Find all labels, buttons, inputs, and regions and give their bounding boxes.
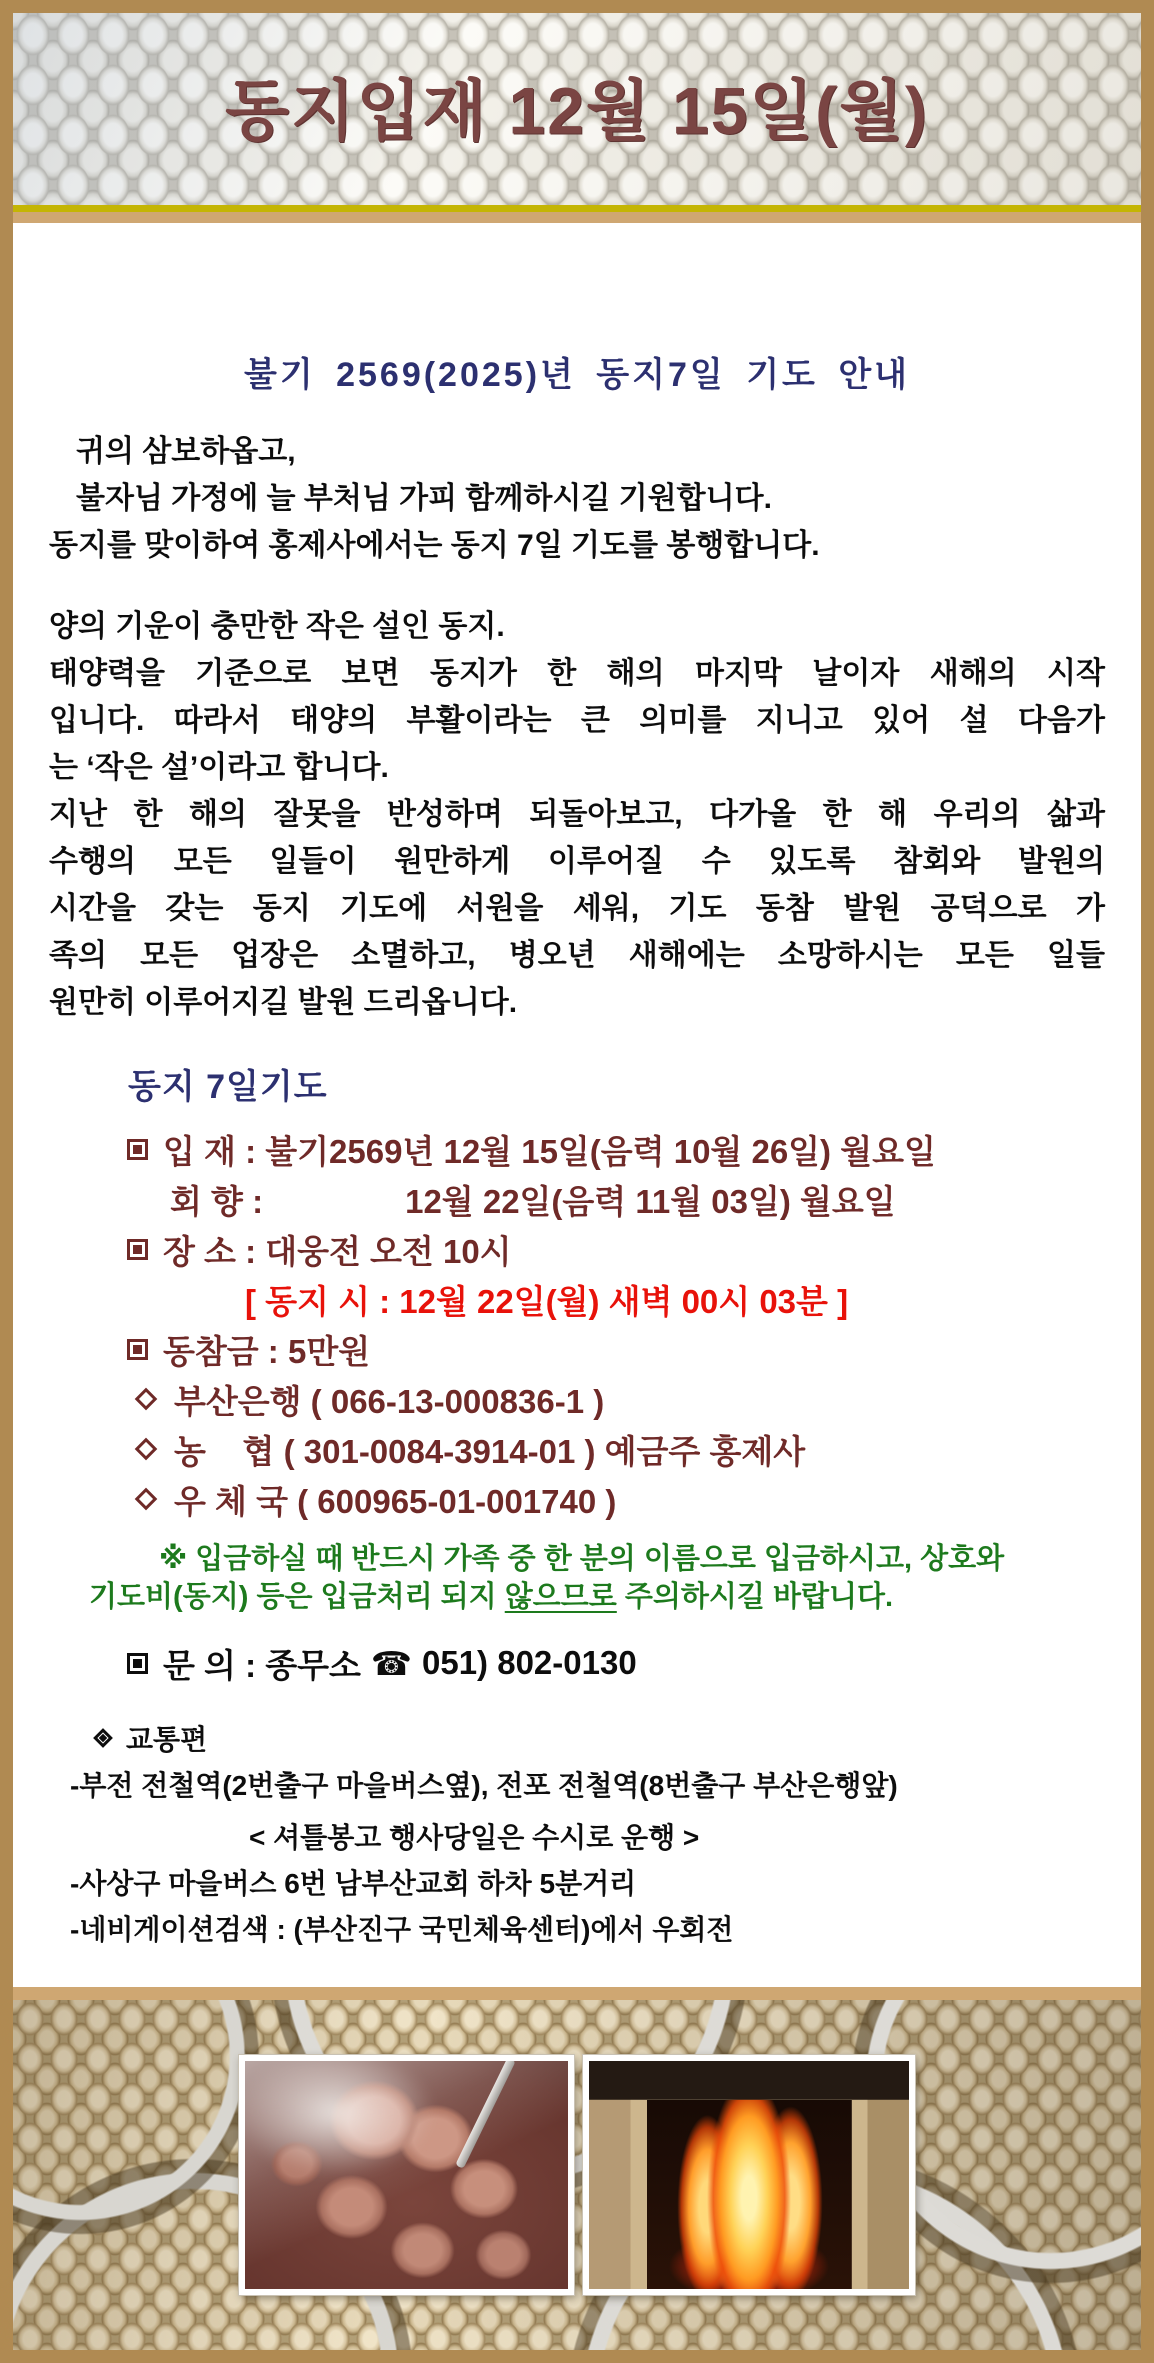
- greeting-line: 불자님 가정에 늘 부처님 가피 함께하시길 기원합니다.: [76, 482, 772, 515]
- square-bullet-icon: [127, 1339, 148, 1360]
- square-bullet-icon: [127, 1239, 148, 1260]
- steam-overlay: [239, 2055, 435, 2177]
- intro-line: 수행의 모든 일들이 원만하게 이루어질 수 있도록 참회와 발원의: [49, 845, 1105, 878]
- intro-line: 양의 기운이 충만한 작은 설인 동지.: [49, 610, 505, 643]
- intro-line: 는 ‘작은 설’이라고 합니다.: [49, 751, 389, 784]
- yellow-divider: [13, 205, 1141, 212]
- tan-divider-bottom: [13, 1987, 1141, 2000]
- diamond-bullet-icon: [135, 1388, 158, 1411]
- prayer-section-heading: 동지 7일기도: [128, 1068, 328, 1106]
- prayer-item-fee: 동참금 : 5만원: [127, 1324, 1105, 1374]
- intro-line: 족의 모든 업장은 소멸하고, 병오년 새해에는 소망하시는 모든 일들: [49, 939, 1105, 972]
- intro-line: 시간을 갖는 동지 기도에 서원을 세워, 기도 동참 발원 공덕으로 가: [49, 892, 1105, 925]
- deposit-note-line: ※ 입금하실 때 반드시 가족 중 한 분의 이름으로 입금하시고, 상호와: [159, 1543, 1005, 1575]
- notice-body: [13, 223, 1141, 1987]
- inquiry-line: 문 의 : 종무소 ☎ 051) 802-0130: [127, 1638, 1105, 1688]
- phone-number: 051) 802-0130: [422, 1644, 637, 1681]
- transport-line: -부전 전철역(2번출구 마을버스옆), 전포 전철역(8번출구 부산은행앞): [70, 1770, 898, 1801]
- greeting-line: 귀의 삼보하옵고,: [76, 435, 296, 468]
- intro-paragraph: [49, 603, 1105, 1026]
- greeting-line: 동지를 맞이하여 홍제사에서는 동지 7일 기도를 봉행합니다.: [49, 529, 820, 562]
- diamond-bullet-icon: [135, 1438, 158, 1461]
- bank-row-busan: 부산은행 ( 066-13-000836-1 ): [135, 1374, 1105, 1424]
- red-bean-porridge-photo: [239, 2055, 574, 2295]
- filled-diamond-bullet-icon: [93, 1728, 113, 1748]
- prayer-item-hoehyang: 회 향 : 12월 22일(음력 11월 03일) 월요일: [170, 1182, 896, 1220]
- wood-fire-photo: [583, 2055, 915, 2295]
- header-rice-ball-photo: [13, 13, 1141, 205]
- greeting-paragraph: [49, 428, 1105, 569]
- intro-line: 원만히 이루어지길 발원 드리옵니다.: [49, 986, 518, 1019]
- notice-title: 불기 2569(2025)년 동지7일 기도 안내: [243, 356, 911, 394]
- prayer-item-ipjae: 입 재 : 불기2569년 12월 15일(음력 10월 26일) 월요일: [127, 1124, 1105, 1174]
- transport-section: [49, 1718, 1105, 1948]
- ladle-handle: [455, 2057, 516, 2169]
- poster-title: 동지입재 12월 15일(월): [225, 73, 929, 148]
- bank-row-post: 우 체 국 ( 600965-01-001740 ): [135, 1474, 1105, 1524]
- square-bullet-icon: [127, 1653, 148, 1674]
- deposit-note: [49, 1540, 1105, 1616]
- prayer-item-place: 장 소 : 대웅전 오전 10시: [127, 1224, 1105, 1274]
- square-bullet-icon: [127, 1139, 148, 1160]
- transport-shuttle-line: < 셔틀봉고 행사당일은 수시로 운행 >: [249, 1822, 700, 1853]
- transport-line: -네비게이션검색 : (부산진구 국민체육센터)에서 우회전: [70, 1914, 734, 1945]
- tan-divider-top: [13, 212, 1141, 223]
- phone-icon: ☎: [370, 1644, 412, 1682]
- footer-rice-ball-trays-photo: [13, 2000, 1141, 2350]
- intro-line: 태양력을 기준으로 보면 동지가 한 해의 마지막 날이자 새해의 시작: [49, 657, 1105, 690]
- bank-row-nonghyup: 농 협 ( 301-0084-3914-01 ) 예금주 홍제사: [135, 1424, 1105, 1474]
- solstice-time-note: [ 동지 시 : 12월 22일(월) 새벽 00시 03분 ]: [245, 1282, 849, 1320]
- intro-line: 지난 한 해의 잘못을 반성하며 되돌아보고, 다가올 한 해 우리의 삶과: [49, 798, 1105, 831]
- deposit-note-line: 기도비(동지) 등은 입금처리 되지 않으므로 주의하시길 바랍니다.: [89, 1581, 894, 1613]
- transport-heading: 교통편: [94, 1718, 1105, 1758]
- intro-line: 입니다. 따라서 태양의 부활이라는 큰 의미를 지니고 있어 설 다음가: [49, 704, 1105, 737]
- transport-line: -사상구 마을버스 6번 남부산교회 하차 5분거리: [70, 1868, 637, 1899]
- diamond-bullet-icon: [135, 1488, 158, 1511]
- footer-inset-photos: [13, 2055, 1141, 2295]
